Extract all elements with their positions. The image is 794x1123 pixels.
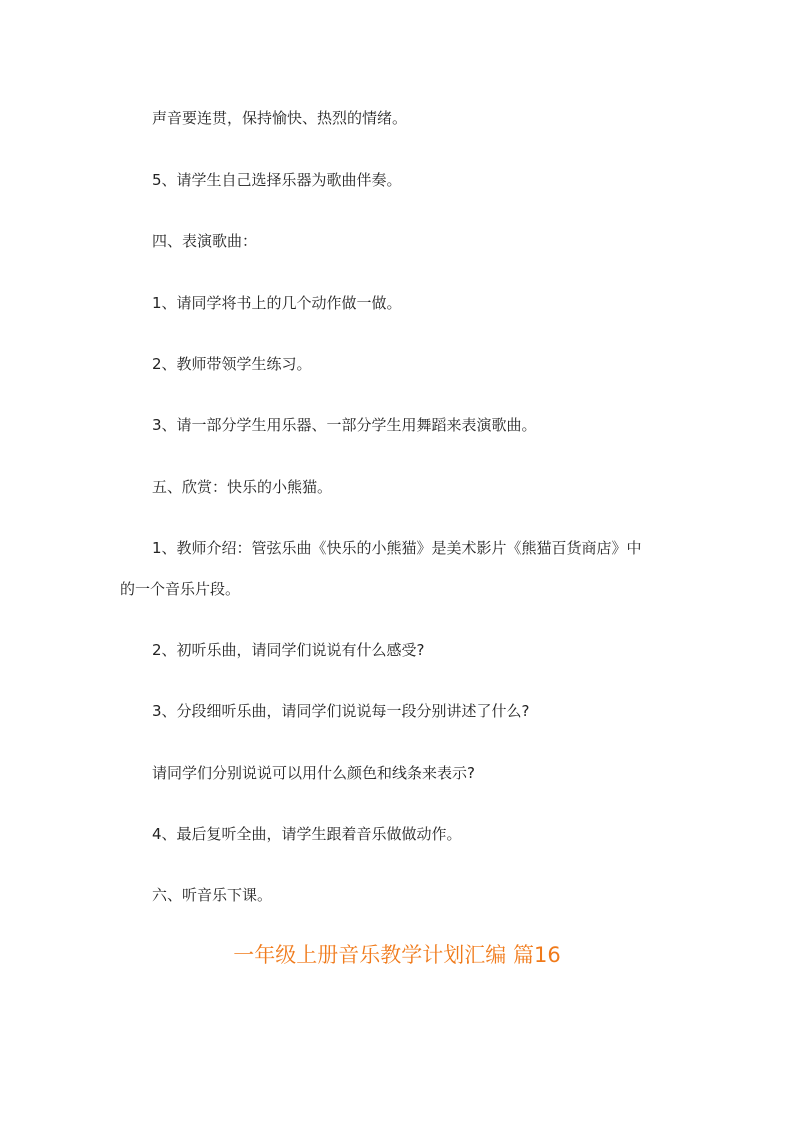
paragraph-6: 3、请一部分学生用乐器、一部分学生用舞蹈来表演歌曲。 bbox=[152, 416, 537, 434]
paragraph-5: 2、教师带领学生练习。 bbox=[152, 355, 312, 373]
paragraph-9: 2、初听乐曲，请同学们说说有什么感受? bbox=[152, 641, 425, 659]
paragraph-12: 4、最后复听全曲，请学生跟着音乐做做动作。 bbox=[152, 825, 462, 843]
paragraph-7: 五、欣赏：快乐的小熊猫。 bbox=[152, 478, 333, 496]
section-heading: 一年级上册音乐教学计划汇编 篇16 bbox=[233, 943, 561, 967]
paragraph-4: 1、请同学将书上的几个动作做一做。 bbox=[152, 294, 402, 312]
paragraph-1: 声音要连贯，保持愉快、热烈的情绪。 bbox=[152, 109, 408, 127]
paragraph-10: 3、分段细听乐曲，请同学们说说每一段分别讲述了什么? bbox=[152, 702, 530, 720]
paragraph-11: 请同学们分别说说可以用什么颜色和线条来表示? bbox=[152, 764, 475, 782]
paragraph-3: 四、表演歌曲： bbox=[152, 232, 258, 250]
paragraph-8: 1、教师介绍：管弦乐曲《快乐的小熊猫》是美术影片《熊猫百货商店》中 bbox=[152, 539, 642, 557]
paragraph-13: 六、听音乐下课。 bbox=[152, 886, 273, 904]
paragraph-2: 5、请学生自己选择乐器为歌曲伴奏。 bbox=[152, 171, 402, 189]
paragraph-8-continuation: 的一个音乐片段。 bbox=[120, 580, 241, 598]
